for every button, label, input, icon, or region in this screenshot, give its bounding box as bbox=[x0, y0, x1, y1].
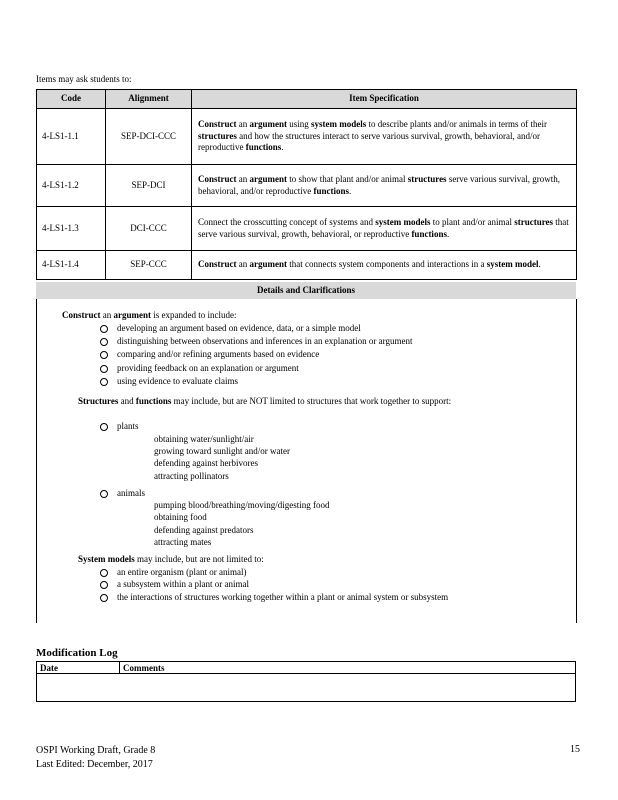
modlog-empty-row bbox=[37, 674, 576, 702]
table-row bbox=[37, 109, 577, 165]
row-code: 4-LS1-1.3 bbox=[37, 207, 106, 251]
table-row bbox=[37, 165, 577, 207]
list-item: developing an argument based on evidence, data, or a simple model bbox=[117, 322, 361, 334]
circle-bullet-icon bbox=[100, 325, 108, 333]
circle-bullet-icon bbox=[100, 351, 108, 359]
list-item: an entire organism (plant or animal) bbox=[117, 566, 247, 578]
list-item-plants: plants bbox=[117, 420, 139, 432]
term-argument: argument bbox=[113, 310, 151, 320]
footer-info bbox=[36, 744, 155, 772]
circle-bullet-icon bbox=[100, 581, 108, 589]
modification-log-table bbox=[36, 661, 576, 702]
list-item: obtaining water/sunlight/air bbox=[154, 434, 254, 444]
circle-bullet-icon bbox=[100, 378, 108, 386]
list-item: growing toward sunlight and/or water bbox=[154, 446, 290, 456]
row-spec: Construct an argument using system models to describe plants and/or animals in terms of their structures and how the structures interact to serve various survival, growth, behavioral, and/or reproductive functions. bbox=[192, 109, 577, 165]
term-functions: functions bbox=[135, 396, 172, 406]
col-header-alignment: Alignment bbox=[106, 90, 192, 109]
modification-log-title: Modification Log bbox=[36, 647, 118, 659]
row-spec: Connect the crosscutting concept of systems and system models to plant and/or animal structures that serve various survival, growth, behavioral, or reproductive functions. bbox=[192, 207, 577, 251]
row-alignment: SEP-DCI bbox=[106, 165, 192, 207]
list-item: obtaining food bbox=[154, 512, 207, 522]
term-structures: Structures bbox=[78, 396, 119, 406]
row-spec: Construct an argument to show that plant and/or animal structures serve various survival, growth, behavioral, and/or reproductive functions. bbox=[192, 165, 577, 207]
item-spec-table bbox=[36, 89, 577, 280]
row-alignment: SEP-DCI-CCC bbox=[106, 109, 192, 165]
list-item: attracting mates bbox=[154, 537, 212, 547]
details-section-system-models: System models may include, but are not limited to: bbox=[78, 554, 264, 564]
table-header-row bbox=[37, 90, 577, 109]
circle-bullet-icon bbox=[100, 594, 108, 602]
list-item: pumping blood/breathing/moving/digesting food bbox=[154, 500, 330, 510]
row-code: 4-LS1-1.1 bbox=[37, 109, 106, 165]
col-header-code: Code bbox=[37, 90, 106, 109]
circle-bullet-icon bbox=[100, 338, 108, 346]
list-item: using evidence to evaluate claims bbox=[117, 375, 238, 387]
list-item: comparing and/or refining arguments based on evidence bbox=[117, 348, 319, 360]
row-alignment: SEP-CCC bbox=[106, 251, 192, 280]
term-construct: Construct bbox=[62, 310, 101, 320]
page-number: 15 bbox=[570, 744, 580, 755]
list-item: the interactions of structures working together within a plant or animal system or subsystem bbox=[117, 591, 537, 603]
row-spec: Construct an argument that connects system components and interactions in a system model. bbox=[192, 251, 577, 280]
list-item: attracting pollinators bbox=[154, 471, 229, 481]
modlog-comments-header: Comments bbox=[120, 662, 576, 674]
circle-bullet-icon bbox=[100, 490, 108, 498]
list-item: a subsystem within a plant or animal bbox=[117, 578, 249, 590]
modlog-header-row bbox=[37, 662, 576, 674]
intro-text: Items may ask students to: bbox=[36, 74, 132, 84]
circle-bullet-icon bbox=[100, 569, 108, 577]
circle-bullet-icon bbox=[100, 365, 108, 373]
circle-bullet-icon bbox=[100, 423, 108, 431]
col-header-spec: Item Specification bbox=[192, 90, 577, 109]
details-section-construct: Construct an argument is expanded to include: bbox=[62, 310, 237, 320]
row-code: 4-LS1-1.4 bbox=[37, 251, 106, 280]
list-item: defending against predators bbox=[154, 525, 254, 535]
list-item: providing feedback on an explanation or argument bbox=[117, 362, 299, 374]
footer-edited: Last Edited: December, 2017 bbox=[36, 759, 153, 770]
table-row bbox=[37, 251, 577, 280]
row-code: 4-LS1-1.2 bbox=[37, 165, 106, 207]
footer-draft: OSPI Working Draft, Grade 8 bbox=[36, 745, 156, 756]
list-item: distinguishing between observations and inferences in an explanation or argument bbox=[117, 335, 413, 347]
list-item-animals: animals bbox=[117, 487, 145, 499]
list-item: defending against herbivores bbox=[154, 458, 258, 468]
details-section-structures: Structures and functions may include, but are NOT limited to structures that work together to support: bbox=[78, 396, 452, 406]
table-row bbox=[37, 207, 577, 251]
row-alignment: DCI-CCC bbox=[106, 207, 192, 251]
details-header: Details and Clarifications bbox=[36, 282, 576, 299]
term-system-models: System models bbox=[78, 554, 135, 564]
modlog-date-header: Date bbox=[37, 662, 120, 674]
